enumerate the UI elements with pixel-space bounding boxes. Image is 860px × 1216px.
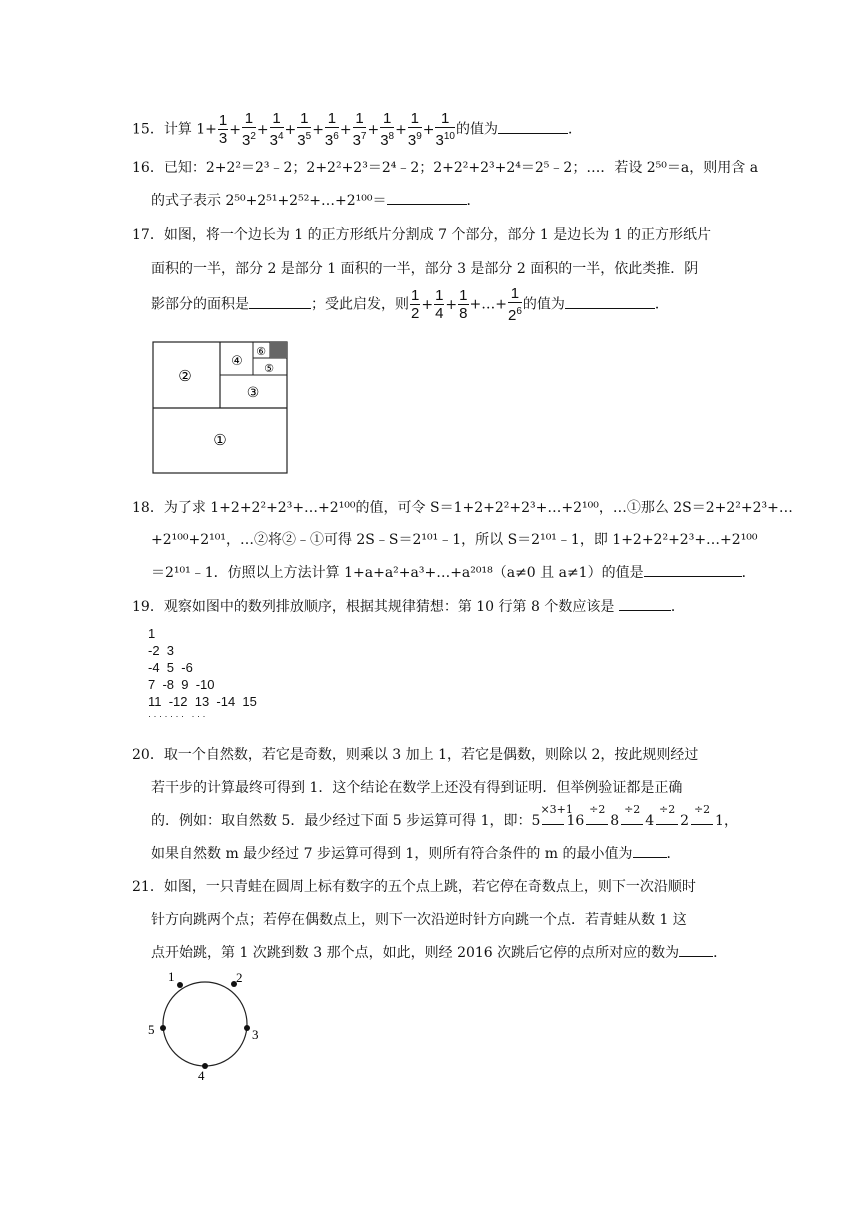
answer-blank — [633, 845, 667, 858]
fraction: $\frac{1}{3^5}$ — [297, 110, 312, 149]
row-4: 7 -8 9 -10 — [148, 677, 215, 692]
question-number: 16． — [132, 160, 164, 176]
answer-blank — [565, 296, 655, 309]
operation-chain — [531, 803, 724, 829]
chain-operation: ÷2 — [689, 811, 715, 831]
chain-value: 16 — [566, 813, 585, 829]
label-1: ① — [213, 431, 227, 449]
question-19: 19．观察如图中的数列排放顺序，根据其规律猜想：第 10 行第 8 个数应该是 ． — [132, 599, 685, 615]
row-5: 11 -12 13 -14 15 — [148, 694, 257, 709]
point-3 — [244, 1025, 250, 1031]
question-18: 18．为了求 1+2+2²+2³+…+2¹⁰⁰的值，可令 S＝1+2+2²+2³+…+2¹⁰⁰，…①那么 2S＝2+2²+2³+… — [132, 500, 793, 516]
question-17-line3: 影部分的面积是 ；受此启发，则 $\frac{1}{2}$ + $\frac{1}{4}$ + $\frac{1}{8}$ +…+ $\frac{1}{2^6}$ 的值为 ． — [151, 285, 669, 324]
fraction: $\frac{1}{4}$ — [435, 287, 444, 322]
fraction: $\frac{1}{3^7}$ — [352, 110, 367, 149]
question-20-line4: 如果自然数 m 最少经过 7 步运算可得到 1，则所有符合条件的 m 的最小值为 ． — [151, 846, 681, 862]
question-number: 19． — [132, 599, 164, 615]
question-16: 16．已知：2+2²＝2³﹣2；2+2²+2³＝2⁴﹣2；2+2²+2³+2⁴＝2⁵﹣2；…．若设 2⁵⁰＝a，则用含 a — [132, 160, 759, 176]
question-20: 20．取一个自然数，若它是奇数，则乘以 3 加上 1，若它是偶数，则除以 2，按此规则经过 — [132, 747, 699, 763]
answer-blank — [679, 944, 713, 957]
question-18-line2: +2¹⁰⁰+2¹⁰¹，…②将②﹣①可得 2S﹣S＝2¹⁰¹﹣1，所以 S＝2¹⁰¹﹣1，即 1+2+2²+2³+…+2¹⁰⁰ — [151, 532, 758, 548]
point-5 — [160, 1025, 166, 1031]
question-20-line3: 的．例如：取自然数 5．最少经过下面 5 步运算可得 1，即：5 ×3+1 16 ÷2 8 ÷2 4 ÷2 2 ÷2 1， — [151, 803, 738, 829]
row-dots: · · · · · · · · · · — [148, 711, 206, 721]
point-label-2: 2 — [236, 970, 243, 985]
answer-blank — [498, 121, 568, 134]
question-21-line2: 针方向跳两个点；若停在偶数点上，则下一次沿逆时针方向跳一个点．若青蛙从数 1 这 — [151, 912, 687, 928]
point-label-5: 5 — [148, 1022, 155, 1037]
label-2: ② — [178, 367, 192, 385]
fraction: $\frac{1}{3^4}$ — [269, 110, 284, 149]
label-5: ⑤ — [264, 362, 274, 375]
fraction: $\frac{1}{3^2}$ — [242, 110, 256, 149]
fraction: $\frac{1}{3^8}$ — [380, 110, 395, 149]
answer-blank — [387, 192, 467, 205]
fraction: $\frac{1}{2}$ — [411, 287, 420, 322]
question-number: 18． — [132, 500, 164, 516]
shaded-region — [270, 342, 287, 358]
label-6: ⑥ — [256, 345, 266, 358]
chain-value: 1 — [715, 813, 724, 829]
point-label-3: 3 — [252, 1027, 259, 1042]
label-4: ④ — [231, 354, 243, 369]
chain-value: 5 — [531, 813, 541, 829]
chain-operation: ÷2 — [654, 811, 680, 831]
chain-value: 2 — [680, 813, 690, 829]
fraction: $\frac{1}{3}$ — [218, 112, 228, 147]
chain-value: 4 — [645, 813, 655, 829]
answer-blank — [619, 598, 671, 611]
question-number: 20． — [132, 747, 164, 763]
question-number: 17． — [132, 227, 164, 243]
row-2: -2 3 — [148, 643, 175, 658]
fraction: $\frac{1}{3^9}$ — [407, 110, 422, 149]
fraction: $\frac{1}{3^6}$ — [324, 110, 339, 149]
chain-operation: ÷2 — [619, 811, 645, 831]
question-18-line3: ＝2¹⁰¹﹣1．仿照以上方法计算 1+a+a²+a³+…+a²⁰¹⁸（a≠0 且 a≠1）的值是 ． — [151, 565, 756, 581]
question-21-line3: 点开始跳，第 1 次跳到数 3 那个点，如此，则经 2016 次跳后它停的点所对应的数为 ． — [151, 945, 728, 961]
fraction-sum: $\frac{1}{3}$ + $\frac{1}{3^2}$ + $\frac{1}{3^4}$ + $\frac{1}{3^5}$ + $\frac{1}{3^6}$ + $\frac{1}{3^7}$ + $\frac{1}{3^8}$ + $\frac{1}{3^9}$ + $\frac{1}{3^{10}}$ — [218, 110, 455, 149]
question-21: 21．如图，一只青蛙在圆周上标有数字的五个点上跳，若它停在奇数点上，则下一次沿顺时 — [132, 879, 696, 895]
question-number: 15． — [132, 121, 164, 138]
frog-circle-figure — [142, 966, 272, 1082]
chain-operation: ÷2 — [584, 811, 610, 831]
question-20-line2: 若干步的计算最终可得到 1．这个结论在数学上还没有得到证明．但举例验证都是正确 — [151, 780, 683, 796]
row-1: 1 — [148, 626, 156, 641]
square-partition-figure — [152, 341, 292, 475]
question-16-line2: 的式子表示 2⁵⁰+2⁵¹+2⁵²+…+2¹⁰⁰＝ ． — [151, 193, 481, 209]
fraction-sum: $\frac{1}{2}$ + $\frac{1}{4}$ + $\frac{1}{8}$ — [411, 287, 468, 322]
question-17-line2: 面积的一半，部分 2 是部分 1 面积的一半，部分 3 是部分 2 面积的一半，依此类推．阴 — [151, 261, 699, 277]
question-17: 17．如图，将一个边长为 1 的正方形纸片分割成 7 个部分，部分 1 是边长为 1 的正方形纸片 — [132, 227, 712, 243]
fraction: $\frac{1}{2^6}$ — [507, 285, 522, 324]
point-label-4: 4 — [198, 1068, 205, 1082]
point-label-1: 1 — [168, 969, 175, 984]
point-1 — [177, 982, 183, 988]
label-3: ③ — [246, 385, 260, 401]
answer-blank — [644, 564, 742, 577]
question-number: 21． — [132, 879, 164, 895]
row-3: -4 5 -6 — [148, 660, 193, 675]
fraction: $\frac{1}{3^{10}}$ — [435, 110, 455, 149]
answer-blank — [249, 296, 311, 309]
chain-value: 8 — [610, 813, 620, 829]
chain-operation: ×3+1 — [540, 811, 566, 831]
question-15: 15．计算 1+ $\frac{1}{3}$ + $\frac{1}{3^2}$ + $\frac{1}{3^4}$ + $\frac{1}{3^5}$ + $\frac{1}{3^6}$ + $\frac{1}{3^7}$ + $\frac{1}{3^8}$ + $\frac{1}{3^9}$ + $\frac{1}{3^{10}}$ 的值为 ． — [132, 110, 582, 149]
fraction: $\frac{1}{8}$ — [459, 287, 468, 322]
